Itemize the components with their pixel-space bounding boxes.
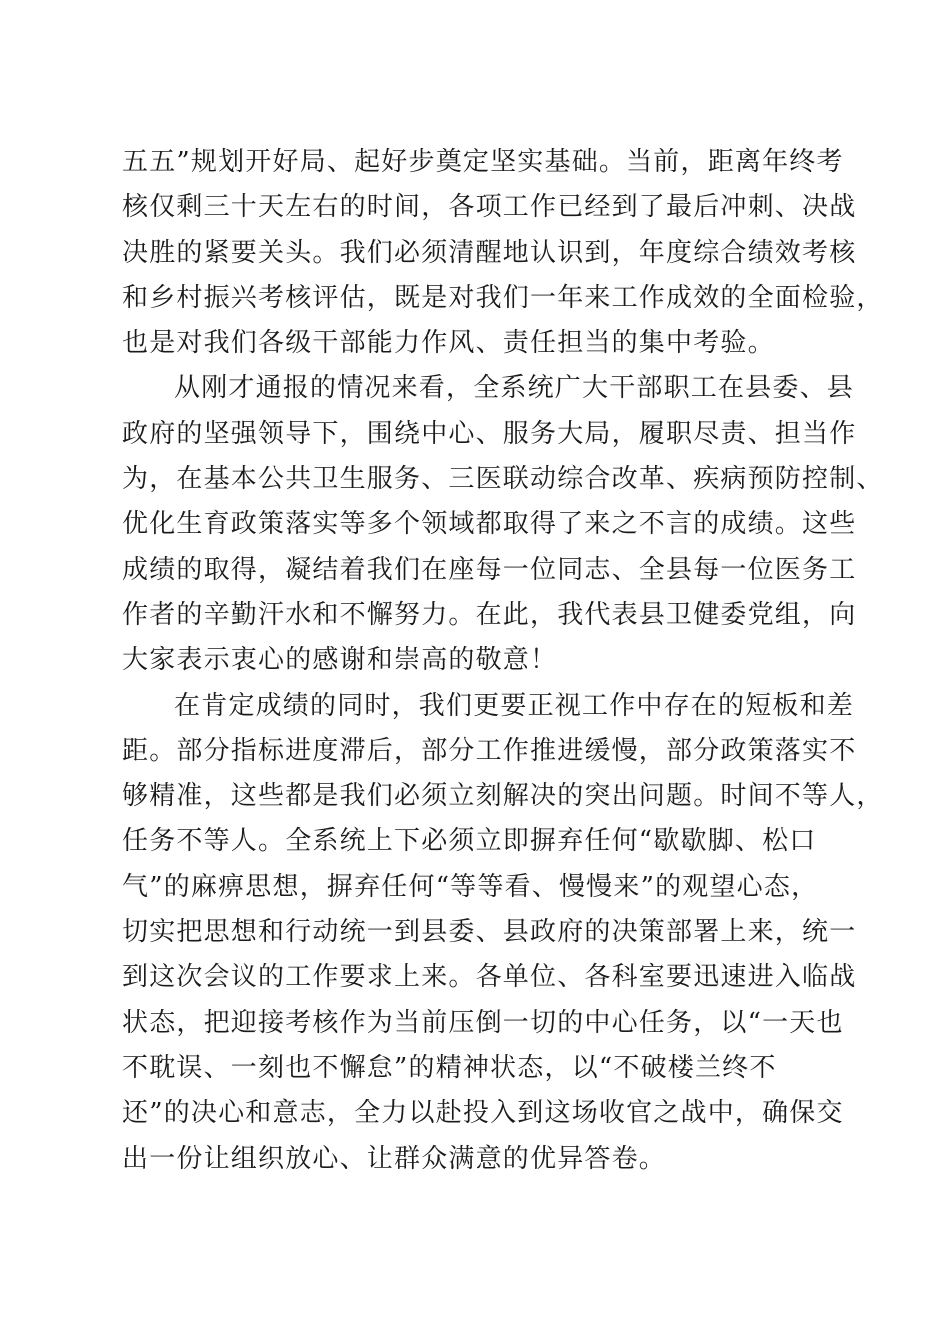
paragraph-start-line: 从刚才通报的情况来看，全系统广大干部职工在县委、县 <box>174 373 855 404</box>
text-line: 状态，把迎接考核作为当前压倒一切的中心任务，以“一天也 <box>122 1007 844 1038</box>
text-line: 够精准，这些都是我们必须立刻解决的突出问题。时间不等人， <box>122 781 884 812</box>
text-line: 到这次会议的工作要求上来。各单位、各科室要迅速进入临战 <box>122 962 857 993</box>
text-line: 切实把思想和行动统一到县委、县政府的决策部署上来，统一 <box>122 917 857 948</box>
text-line: 距。部分指标进度滞后，部分工作推进缓慢，部分政策落实不 <box>122 735 857 766</box>
text-line: 任务不等人。全系统上下必须立即摒弃任何“歇歇脚、松口 <box>122 826 817 857</box>
text-line: 作者的辛勤汗水和不懈努力。在此，我代表县卫健委党组，向 <box>122 599 857 630</box>
text-line: 为，在基本公共卫生服务、三医联动综合改革、疾病预防控制、 <box>122 464 884 495</box>
text-line: 大家表示衷心的感谢和崇高的敬意！ <box>122 645 558 676</box>
text-line: 核仅剩三十天左右的时间，各项工作已经到了最后冲刺、决战 <box>122 192 857 223</box>
text-line: 和乡村振兴考核评估，既是对我们一年来工作成效的全面检验， <box>122 282 884 313</box>
text-line: 五五”规划开好局、起好步奠定坚实基础。当前，距离年终考 <box>122 147 844 177</box>
text-line: 出一份让组织放心、让群众满意的优异答卷。 <box>122 1143 667 1174</box>
text-line: 还”的决心和意志，全力以赴投入到这场收官之战中，确保交 <box>122 1098 844 1129</box>
text-line: 决胜的紧要关头。我们必须清醒地认识到，年度综合绩效考核 <box>122 237 857 268</box>
paragraph-start-line: 在肯定成绩的同时，我们更要正视工作中存在的短板和差 <box>174 690 855 721</box>
body-text <box>122 140 884 1182</box>
text-line: 政府的坚强领导下，围绕中心、服务大局，履职尽责、担当作 <box>122 418 857 449</box>
text-line: 优化生育政策落实等多个领域都取得了来之不言的成绩。这些 <box>122 509 857 540</box>
text-line: 气”的麻痹思想，摒弃任何“等等看、慢慢来”的观望心态， <box>122 871 819 902</box>
text-line: 成绩的取得，凝结着我们在座每一位同志、全县每一位医务工 <box>122 554 857 585</box>
text-line: 不耽误、一刻也不懈怠”的精神状态，以“不破楼兰终不 <box>122 1052 777 1083</box>
text-line: 也是对我们各级干部能力作风、责任担当的集中考验。 <box>122 328 775 359</box>
